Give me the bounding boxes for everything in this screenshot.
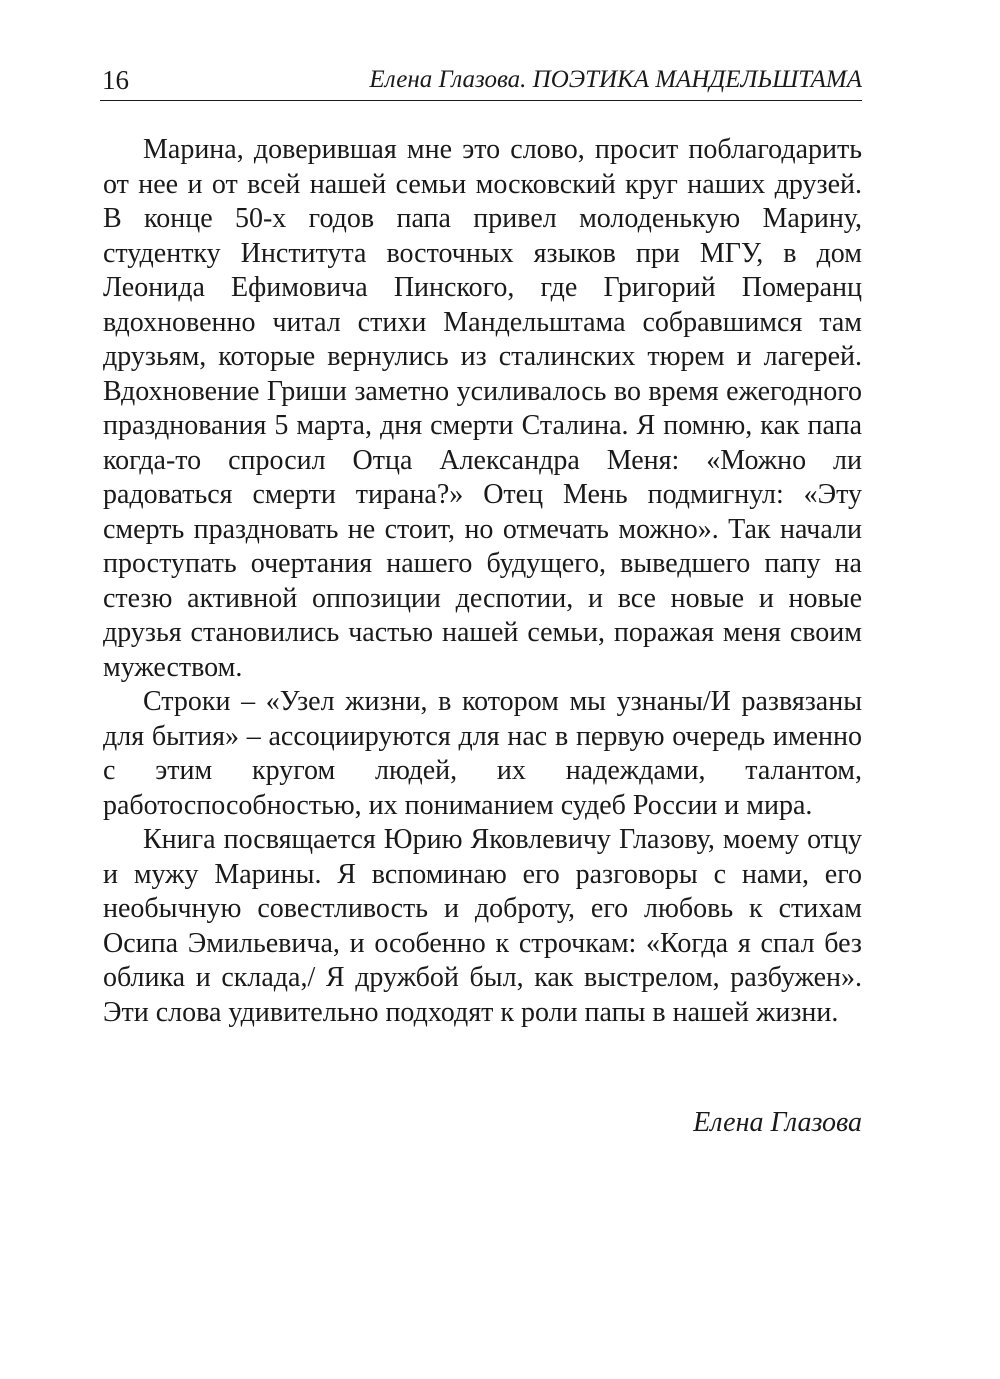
paragraph-2: Строки – «Узел жизни, в котором мы узнаны/И развязаны для бытия» – ассоциируются для нас в первую очередь именно с этим кругом людей, их надеждами, талантом, работоспособностью, их пониманием судеб России и мира.	[103, 686, 862, 821]
author-signature: Елена Глазова	[693, 1107, 862, 1138]
body-text	[103, 133, 862, 1030]
page-header	[100, 60, 862, 101]
paragraph-1: Марина, доверившая мне это слово, просит поблагодарить от нее и от всей нашей семьи московский круг наших друзей. В конце 50-х годов папа привел молоденькую Марину, студентку Института восточных языков при МГУ, в дом Леонида Ефимовича Пинского, где Григорий Померанц вдохновенно читал стихи Мандельштама собравшимся там друзьям, которые вернулись из сталинских тюрем и лагерей. Вдохновение Гриши заметно усиливалось во время ежегодного празднования 5 марта, дня смерти Сталина. Я помню, как папа когда-то спросил Отца Александра Меня: «Можно ли радоваться смерти тирана?» Отец Мень подмигнул: «Эту смерть праздновать не стоит, но отмечать можно». Так начали проступать очертания нашего будущего, выведшего папу на стезю активной оппозиции деспотии, и все новые и новые друзья становились частью нашей семьи, поражая меня своим мужеством.	[103, 134, 862, 683]
running-head: Елена Глазова. ПОЭТИКА МАНДЕЛЬШТАМА	[369, 66, 862, 93]
paragraph-3: Книга посвящается Юрию Яковлевичу Глазову, моему отцу и мужу Марины. Я вспоминаю его разговоры с нами, его необычную совестливость и доброту, его любовь к стихам Осипа Эмильевича, и особенно к строчкам: «Когда я спал без облика и склада,/ Я дружбой был, как выстрелом, разбужен». Эти слова удивительно подходят к роли папы в нашей жизни.	[103, 824, 862, 1028]
page-number: 16	[102, 65, 129, 95]
